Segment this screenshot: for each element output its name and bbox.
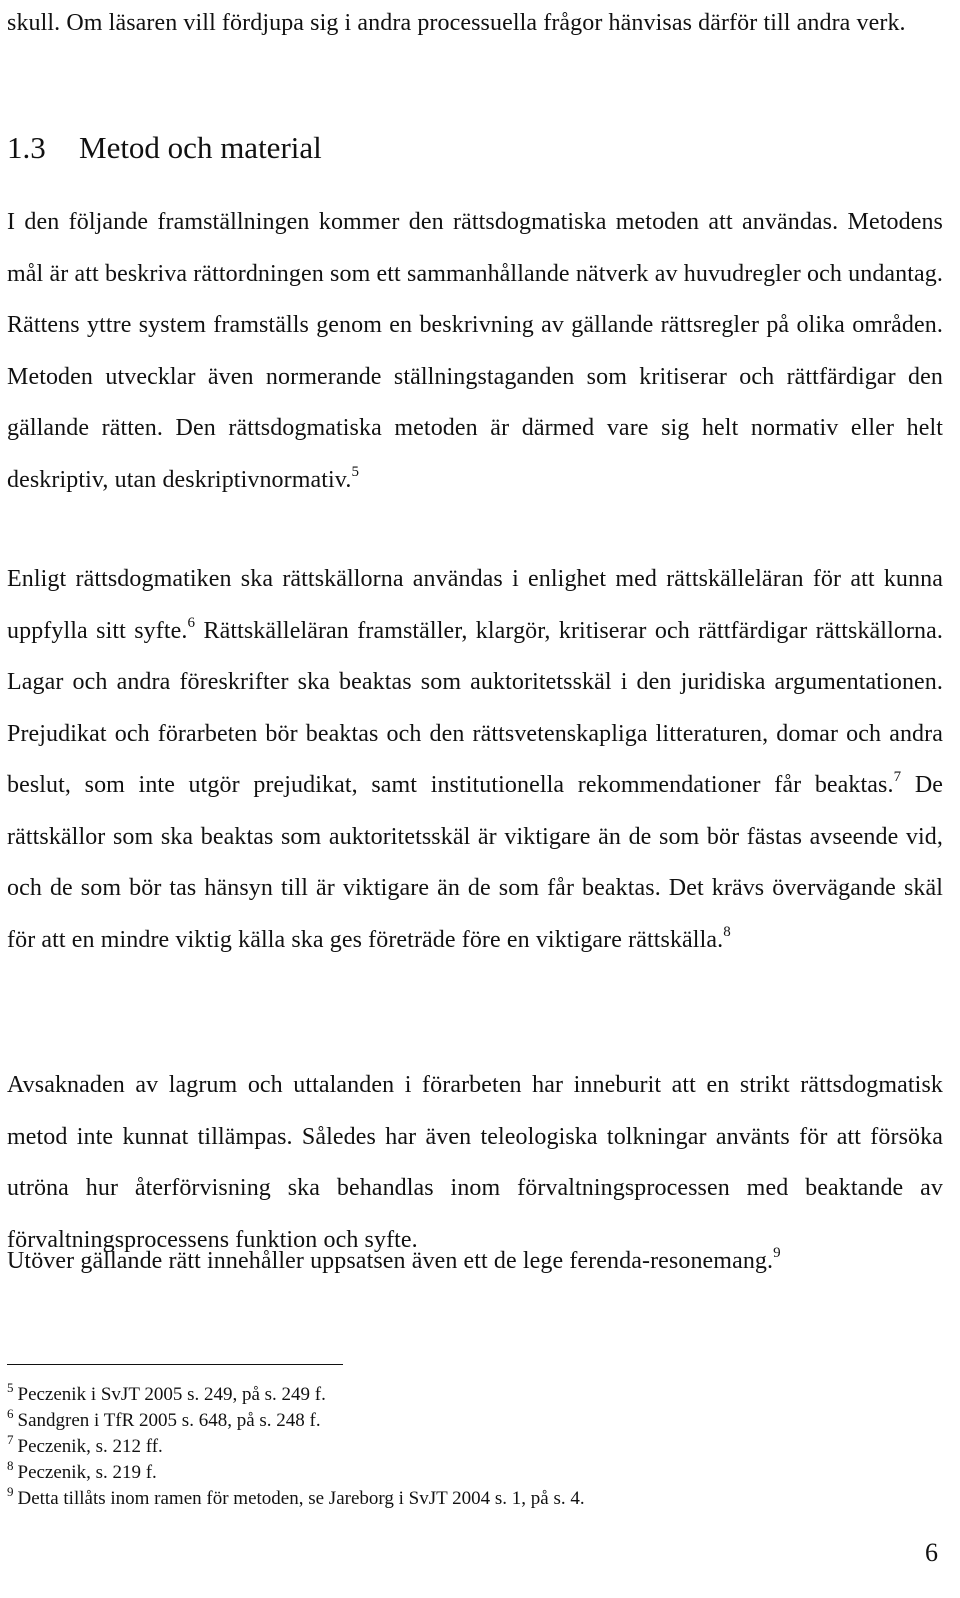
paragraph-text: Rättskälleläran framställer, klargör, kritiserar och rättfärdigar rättskällorna. Lagar och andra föreskrifter ska beaktas som auktoritetsskäl i den juridiska argumentationen. Prejudikat och förarbeten bör beaktas och den rättsvetenskapliga litteraturen, domar och andra beslut, som inte utgör prejudikat, samt institutionella rekommendationer får beaktas. (7, 617, 943, 798)
footnote-text: Peczenik, s. 212 ff. (17, 1436, 163, 1457)
paragraph (7, 1236, 943, 1288)
footnote-text: Detta tillåts inom ramen för metoden, se Jareborg i SvJT 2004 s. 1, på s. 4. (17, 1488, 585, 1509)
footnote-ref-6[interactable]: 6 (187, 614, 196, 631)
footnote-8 (7, 1457, 907, 1486)
legal-sources-paragraph (7, 554, 943, 966)
intro-paragraph-tail (7, 0, 943, 50)
paragraph-text: Enligt rättsdogmatiken ska rättskällorna användas i enlighet med rättskälleläran för att kunna uppfylla sitt syfte. (7, 566, 943, 644)
paragraph (7, 197, 943, 506)
footnote-9 (7, 1483, 907, 1512)
footnote-number: 9 (7, 1483, 14, 1499)
paragraph-text: skull. Om läsaren vill fördjupa sig i andra processuella frågor hänvisas därför till andra verk. (7, 10, 906, 36)
section-heading (7, 128, 322, 168)
footnote-text: Peczenik, s. 219 f. (17, 1462, 157, 1483)
footnote-text: Sandgren i TfR 2005 s. 648, på s. 248 f. (17, 1410, 321, 1431)
paragraph-text: De rättskällor som ska beaktas som auktoritetsskäl är viktigare än de som bör fästas avseende vid, och de som bör tas hänsyn till är viktigare än de som får beaktas. Det krävs övervägande skäl för att en mindre viktig källa ska ges företräde före en viktigare rättskälla. (7, 772, 943, 953)
method-paragraph (7, 197, 943, 506)
footnote-ref-8[interactable]: 8 (723, 923, 731, 940)
paragraph-text: Utöver gällande rätt innehåller uppsatsen även ett de lege ferenda-resonemang. (7, 1248, 774, 1274)
page-number: 6 (925, 1538, 938, 1567)
de-lege-ferenda-paragraph (7, 1236, 943, 1288)
paragraph-text: I den följande framställningen kommer den rättsdogmatiska metoden att användas. Metodens mål är att beskriva rättordningen som ett sammanhållande nätverk av huvudregler och undantag. Rättens yttre system framställs genom en beskrivning av gällande rättsregler på olika områden. Metoden utvecklar även normerande ställningstaganden som kritiserar och rättfärdigar den gällande rätten. Den rättsdogmatiska metoden är därmed vare sig helt normativ eller helt deskriptiv, utan deskriptivnormativ. (7, 209, 943, 493)
paragraph-text: Avsaknaden av lagrum och uttalanden i förarbeten har inneburit att en strikt rättsdogmatisk metod inte kunnat tillämpas. Således har även teleologiska tolkningar använts för att försöka utröna hur återförvisning ska behandlas inom förvaltningsprocessen med beaktande av förvaltningsprocessens funktion och syfte. (7, 1072, 943, 1253)
footnote-number: 5 (7, 1379, 14, 1395)
footnote-ref-7[interactable]: 7 (893, 769, 902, 785)
footnote-6 (7, 1405, 907, 1434)
paragraph (7, 554, 943, 966)
footnote-text: Peczenik i SvJT 2005 s. 249, på s. 249 f. (17, 1384, 326, 1405)
footnote-5 (7, 1379, 907, 1408)
footnotes (7, 1379, 907, 1512)
footnote-number: 6 (7, 1405, 14, 1421)
footnote-7 (7, 1431, 907, 1460)
section-title: Metod och material (79, 130, 322, 165)
footnote-number: 7 (7, 1431, 14, 1447)
footnote-number: 8 (7, 1457, 14, 1473)
footnote-ref-9[interactable]: 9 (773, 1245, 781, 1261)
footnote-ref-5[interactable]: 5 (351, 463, 360, 480)
section-number: 1.3 (7, 130, 46, 165)
footnote-divider (7, 1364, 343, 1365)
